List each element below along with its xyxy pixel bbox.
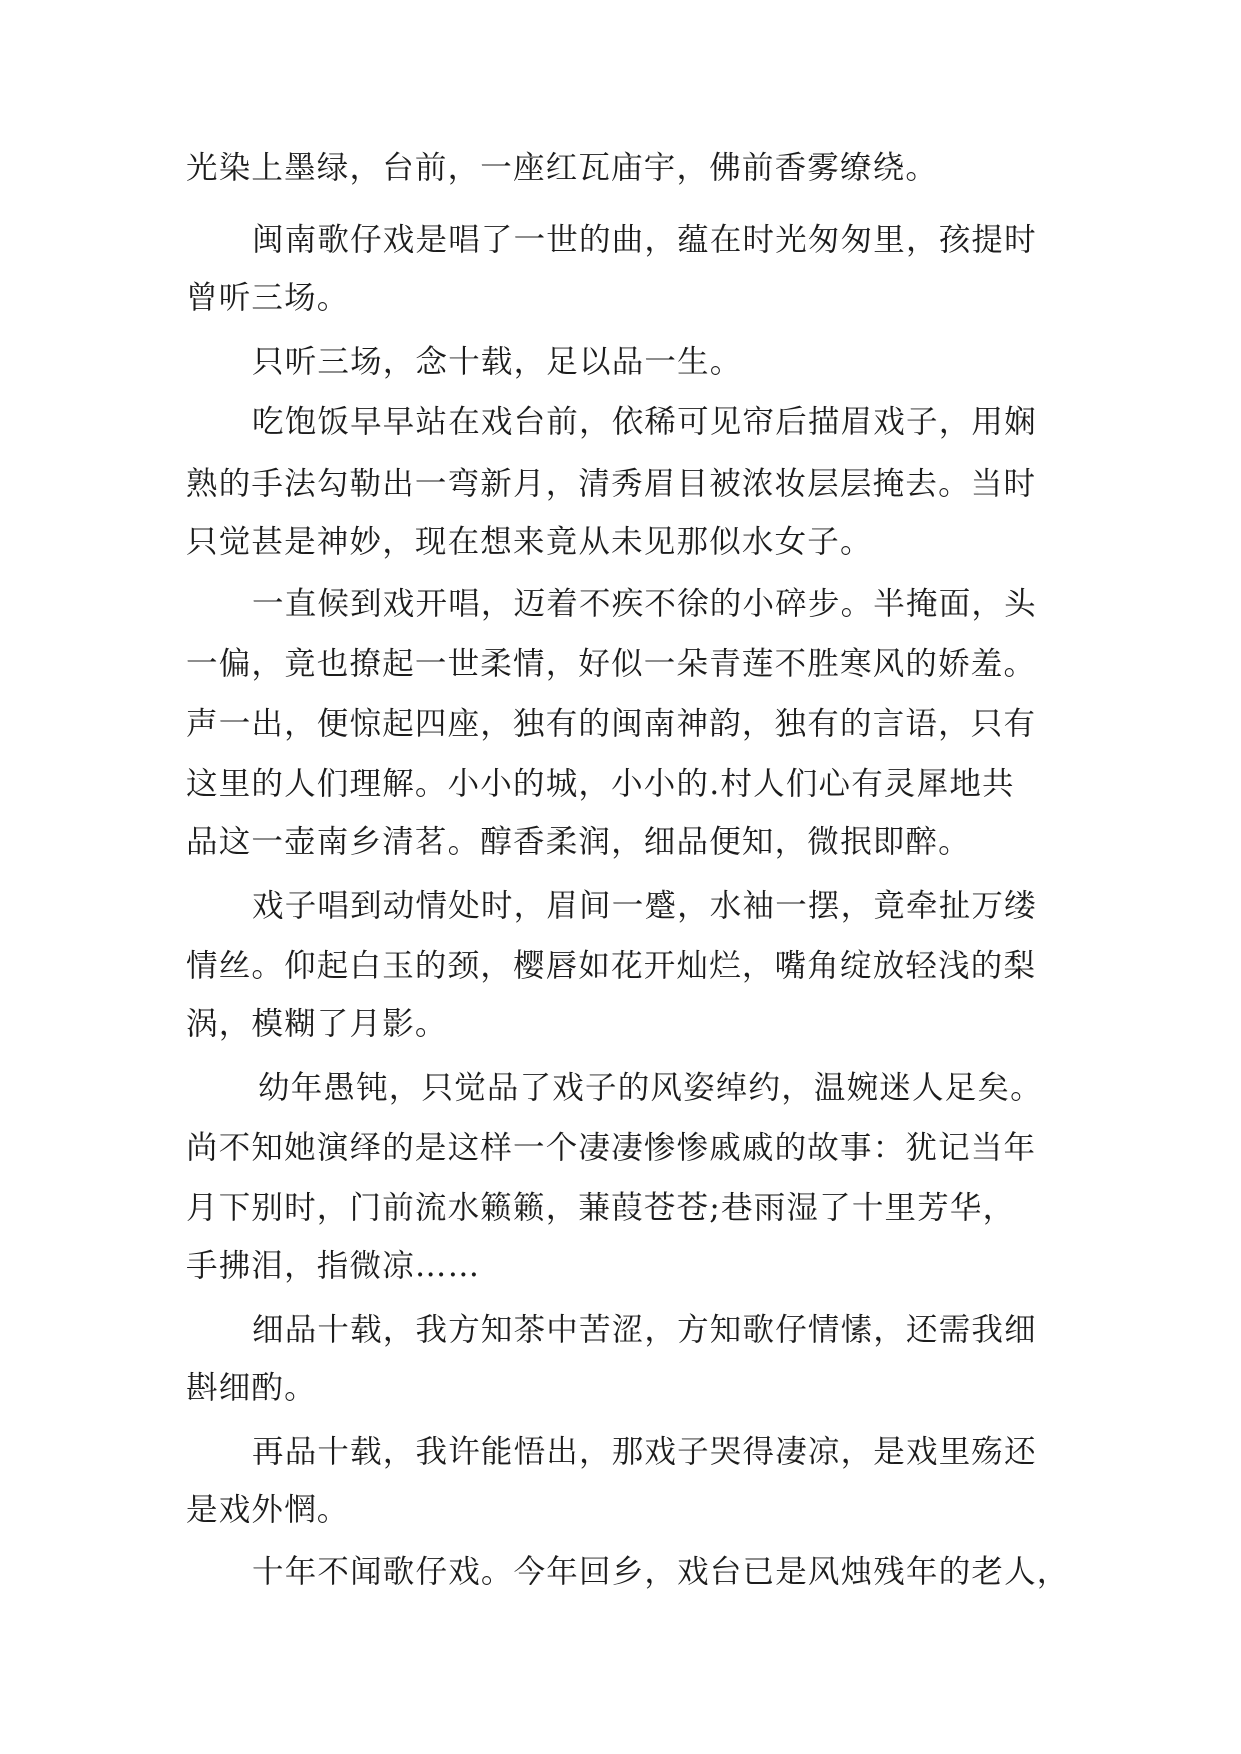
text-line: 闽南歌仔戏是唱了一世的曲，蕴在时光匆匆里，孩提时 [252,222,1037,258]
text-line: 斟细酌。 [186,1370,317,1406]
text-line: 尚不知她演绎的是这样一个凄凄惨惨戚戚的故事：犹记当年 [186,1130,1037,1166]
text-line: 这里的人们理解。小小的城，小小的.村人们心有灵犀地共 [186,766,1015,802]
text-line: 情丝。仰起白玉的颈，樱唇如花开灿烂，嘴角绽放轻浅的梨 [186,948,1037,984]
text-line: 只觉甚是神妙，现在想来竟从未见那似水女子。 [186,524,873,560]
text-line: 十年不闻歌仔戏。今年回乡，戏台已是风烛残年的老人， [252,1554,1070,1590]
text-line: 光染上墨绿，台前，一座红瓦庙宇，佛前香雾缭绕。 [186,150,939,186]
text-line: 一直候到戏开唱，迈着不疾不徐的小碎步。半掩面，头 [252,586,1037,622]
text-line: 细品十载，我方知茶中苦涩，方知歌仔情愫，还需我细 [252,1312,1037,1348]
text-line: 品这一壶南乡清茗。醇香柔润，细品便知，微抿即醉。 [186,824,971,860]
text-line: 幼年愚钝，只觉品了戏子的风姿绰约，温婉迷人足矣。 [258,1070,1043,1106]
text-line: 戏子唱到动情处时，眉间一蹙，水袖一摆，竟牵扯万缕 [252,888,1037,924]
text-line: 月下别时，门前流水籁籁，蒹葭苍苍;巷雨湿了十里芳华， [186,1190,1016,1226]
text-line: 熟的手法勾勒出一弯新月，清秀眉目被浓妆层层掩去。当时 [186,466,1037,502]
text-line: 一偏，竟也撩起一世柔情，好似一朵青莲不胜寒风的娇羞。 [186,646,1037,682]
text-line: 曾听三场。 [186,280,350,316]
text-line: 手拂泪，指微凉…… [186,1248,481,1284]
text-line: 再品十载，我许能悟出，那戏子哭得凄凉，是戏里殇还 [252,1434,1037,1470]
text-line: 涡，模糊了月影。 [186,1006,448,1042]
text-line: 只听三场，念十载，足以品一生。 [252,344,743,380]
text-line: 吃饱饭早早站在戏台前，依稀可见帘后描眉戏子，用娴 [252,404,1037,440]
text-line: 是戏外惘。 [186,1492,350,1528]
text-line: 声一出，便惊起四座，独有的闽南神韵，独有的言语，只有 [186,706,1037,742]
